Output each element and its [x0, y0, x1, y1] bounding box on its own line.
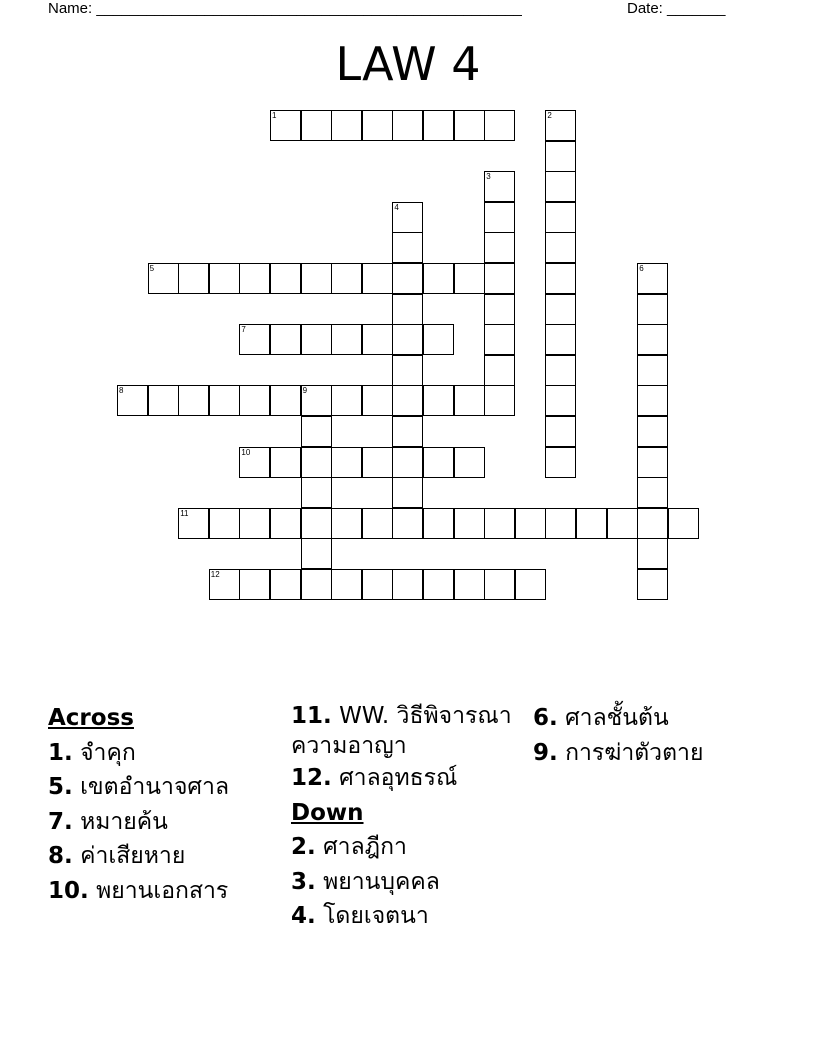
grid-cell[interactable]	[362, 447, 393, 478]
grid-cell[interactable]	[545, 385, 576, 416]
grid-cell[interactable]	[209, 263, 240, 294]
grid-cell[interactable]	[331, 447, 362, 478]
clue-text: โดยเจตนา	[323, 903, 429, 929]
grid-cell[interactable]	[392, 232, 423, 263]
grid-cell[interactable]	[301, 477, 332, 508]
grid-cell[interactable]	[484, 385, 515, 416]
grid-cell[interactable]	[301, 416, 332, 447]
clue-number: 8.	[48, 843, 73, 869]
cell-number: 8	[119, 386, 124, 396]
grid-cell[interactable]	[454, 110, 485, 141]
grid-cell[interactable]	[209, 385, 240, 416]
grid-cell[interactable]	[392, 263, 423, 294]
clue-number: 9.	[533, 739, 558, 766]
grid-cell[interactable]	[392, 355, 423, 386]
cell-number: 7	[241, 325, 246, 335]
grid-cell[interactable]	[545, 416, 576, 447]
grid-cell[interactable]	[423, 569, 454, 600]
grid-cell[interactable]	[362, 385, 393, 416]
grid-cell[interactable]	[301, 385, 332, 416]
grid-cell[interactable]	[392, 569, 423, 600]
clue-down-2	[291, 830, 527, 865]
grid-cell[interactable]	[484, 202, 515, 233]
grid-cell[interactable]	[117, 385, 148, 416]
cell-number: 11	[180, 508, 189, 518]
grid-cell[interactable]	[607, 508, 638, 539]
grid-cell[interactable]	[239, 508, 270, 539]
grid-cell[interactable]	[301, 263, 332, 294]
cell-number: 5	[149, 264, 155, 273]
grid-cell[interactable]	[637, 263, 668, 294]
grid-cell[interactable]	[392, 202, 423, 233]
grid-cell[interactable]	[545, 110, 576, 141]
clue-text: หมายค้น	[80, 808, 168, 835]
grid-cell[interactable]	[362, 508, 393, 539]
grid-cell[interactable]	[239, 263, 270, 294]
clue-down-3	[291, 865, 527, 900]
clue-number: 5.	[48, 774, 73, 800]
grid-cell[interactable]	[484, 324, 515, 355]
grid-cell[interactable]	[454, 447, 485, 478]
grid-cell[interactable]	[392, 324, 423, 355]
grid-cell[interactable]	[239, 385, 270, 416]
grid-cell[interactable]	[239, 447, 270, 478]
grid-cell[interactable]	[545, 324, 576, 355]
grid-cell[interactable]	[637, 294, 668, 325]
grid-cell[interactable]	[178, 385, 209, 416]
grid-cell[interactable]	[270, 569, 301, 600]
grid-cell[interactable]	[484, 263, 515, 294]
grid-cell[interactable]	[301, 110, 332, 141]
grid-cell[interactable]	[545, 171, 576, 202]
clue-text: จำคุก	[80, 739, 136, 766]
grid-cell[interactable]	[392, 110, 423, 141]
cell-number: 6	[639, 264, 644, 273]
grid-cell[interactable]	[454, 385, 485, 416]
clue-across-5	[48, 770, 229, 805]
grid-cell[interactable]	[392, 447, 423, 478]
grid-cell[interactable]	[484, 508, 515, 539]
grid-cell[interactable]	[148, 385, 179, 416]
grid-cell[interactable]	[392, 294, 423, 325]
grid-cell[interactable]	[331, 569, 362, 600]
clue-across-12	[291, 761, 527, 796]
clue-number: 12.	[291, 765, 332, 791]
clue-column-1	[48, 701, 229, 908]
clue-number: 3.	[291, 868, 316, 895]
down-heading: Down	[291, 799, 364, 826]
clue-column-2	[291, 701, 527, 934]
grid-cell[interactable]	[423, 385, 454, 416]
grid-cell[interactable]	[637, 385, 668, 416]
grid-cell[interactable]	[301, 447, 332, 478]
grid-cell[interactable]	[637, 447, 668, 478]
grid-cell[interactable]	[301, 569, 332, 600]
grid-cell[interactable]	[301, 508, 332, 539]
grid-cell[interactable]	[484, 171, 515, 202]
grid-cell[interactable]	[545, 263, 576, 294]
clue-across-1	[48, 736, 229, 771]
cell-number: 12	[210, 570, 220, 579]
grid-cell[interactable]	[545, 232, 576, 263]
grid-cell[interactable]	[362, 569, 393, 600]
grid-cell[interactable]	[454, 263, 485, 294]
grid-cell[interactable]	[484, 569, 515, 600]
clue-across-11	[291, 701, 527, 761]
cell-number: 4	[394, 202, 399, 212]
grid-cell[interactable]	[270, 263, 301, 294]
across-heading: Across	[48, 705, 134, 731]
grid-cell[interactable]	[454, 508, 485, 539]
name-line: Name: ___________________________________________________	[48, 0, 522, 17]
clue-text: ศาลชั้นต้น	[565, 705, 669, 731]
date-line: Date: _______	[627, 0, 726, 17]
grid-cell[interactable]	[576, 508, 607, 539]
clue-text: WW. วิธีพิจารณาความอาญา	[291, 703, 512, 759]
grid-cell[interactable]	[331, 324, 362, 355]
grid-cell[interactable]	[545, 508, 576, 539]
grid-cell[interactable]	[209, 569, 240, 600]
grid-cell[interactable]	[637, 416, 668, 447]
clue-text: การฆ่าตัวตาย	[565, 739, 704, 766]
grid-cell[interactable]	[178, 508, 209, 539]
grid-cell[interactable]	[637, 508, 668, 539]
clue-number: 4.	[291, 903, 316, 929]
cell-number: 3	[486, 172, 491, 182]
grid-cell[interactable]	[270, 110, 301, 141]
grid-cell[interactable]	[331, 263, 362, 294]
grid-cell[interactable]	[270, 385, 301, 416]
grid-cell[interactable]	[423, 263, 454, 294]
clue-text: ค่าเสียหาย	[80, 843, 186, 869]
clue-down-9	[533, 736, 703, 771]
clue-down-4	[291, 899, 527, 934]
grid-cell[interactable]	[637, 355, 668, 386]
grid-cell[interactable]	[484, 355, 515, 386]
grid-cell[interactable]	[331, 508, 362, 539]
grid-cell[interactable]	[423, 508, 454, 539]
grid-cell[interactable]	[362, 110, 393, 141]
clue-text: พยานเอกสาร	[96, 877, 229, 904]
grid-cell[interactable]	[148, 263, 179, 294]
grid-cell[interactable]	[209, 508, 240, 539]
clue-number: 1.	[48, 739, 73, 766]
grid-cell[interactable]	[637, 538, 668, 569]
grid-cell[interactable]	[515, 569, 546, 600]
grid-cell[interactable]	[331, 110, 362, 141]
grid-cell[interactable]	[178, 263, 209, 294]
clue-across-7	[48, 805, 229, 840]
grid-cell[interactable]	[668, 508, 699, 539]
clue-text: ศาลฎีกา	[323, 834, 407, 860]
grid-cell[interactable]	[545, 202, 576, 233]
grid-cell[interactable]	[239, 324, 270, 355]
grid-cell[interactable]	[392, 508, 423, 539]
grid-cell[interactable]	[392, 385, 423, 416]
grid-cell[interactable]	[545, 294, 576, 325]
grid-cell[interactable]	[454, 569, 485, 600]
clue-number: 2.	[291, 834, 316, 860]
grid-cell[interactable]	[637, 477, 668, 508]
clue-number: 10.	[48, 877, 89, 904]
clue-text: พยานบุคคล	[323, 868, 440, 895]
cell-number: 2	[547, 111, 552, 120]
cell-number: 9	[302, 386, 308, 396]
grid-cell[interactable]	[484, 294, 515, 325]
grid-cell[interactable]	[484, 232, 515, 263]
grid-cell[interactable]	[392, 416, 423, 447]
grid-cell[interactable]	[270, 508, 301, 539]
grid-cell[interactable]	[545, 141, 576, 172]
grid-cell[interactable]	[392, 477, 423, 508]
grid-cell[interactable]	[362, 324, 393, 355]
clue-text: ศาลอุทธรณ์	[339, 765, 458, 791]
clue-number: 11.	[291, 703, 332, 729]
grid-cell[interactable]	[423, 110, 454, 141]
puzzle-title: LAW 4	[335, 37, 481, 91]
grid-cell[interactable]	[423, 447, 454, 478]
grid-cell[interactable]	[270, 447, 301, 478]
clue-number: 6.	[533, 705, 558, 731]
clue-across-8	[48, 839, 229, 874]
grid-cell[interactable]	[301, 538, 332, 569]
grid-cell[interactable]	[239, 569, 270, 600]
grid-cell[interactable]	[301, 324, 332, 355]
grid-cell[interactable]	[637, 569, 668, 600]
cell-number: 1	[272, 111, 277, 120]
grid-cell[interactable]	[545, 355, 576, 386]
grid-cell[interactable]	[270, 324, 301, 355]
grid-cell[interactable]	[637, 324, 668, 355]
grid-cell[interactable]	[423, 324, 454, 355]
cell-number: 10	[241, 447, 251, 457]
grid-cell[interactable]	[484, 110, 515, 141]
clue-down-6	[533, 701, 703, 736]
grid-cell[interactable]	[545, 447, 576, 478]
clue-number: 7.	[48, 808, 73, 835]
clue-text: เขตอำนาจศาล	[80, 774, 230, 800]
clue-across-10	[48, 874, 229, 909]
clue-column-3	[533, 701, 703, 770]
grid-cell[interactable]	[362, 263, 393, 294]
grid-cell[interactable]	[515, 508, 546, 539]
grid-cell[interactable]	[331, 385, 362, 416]
